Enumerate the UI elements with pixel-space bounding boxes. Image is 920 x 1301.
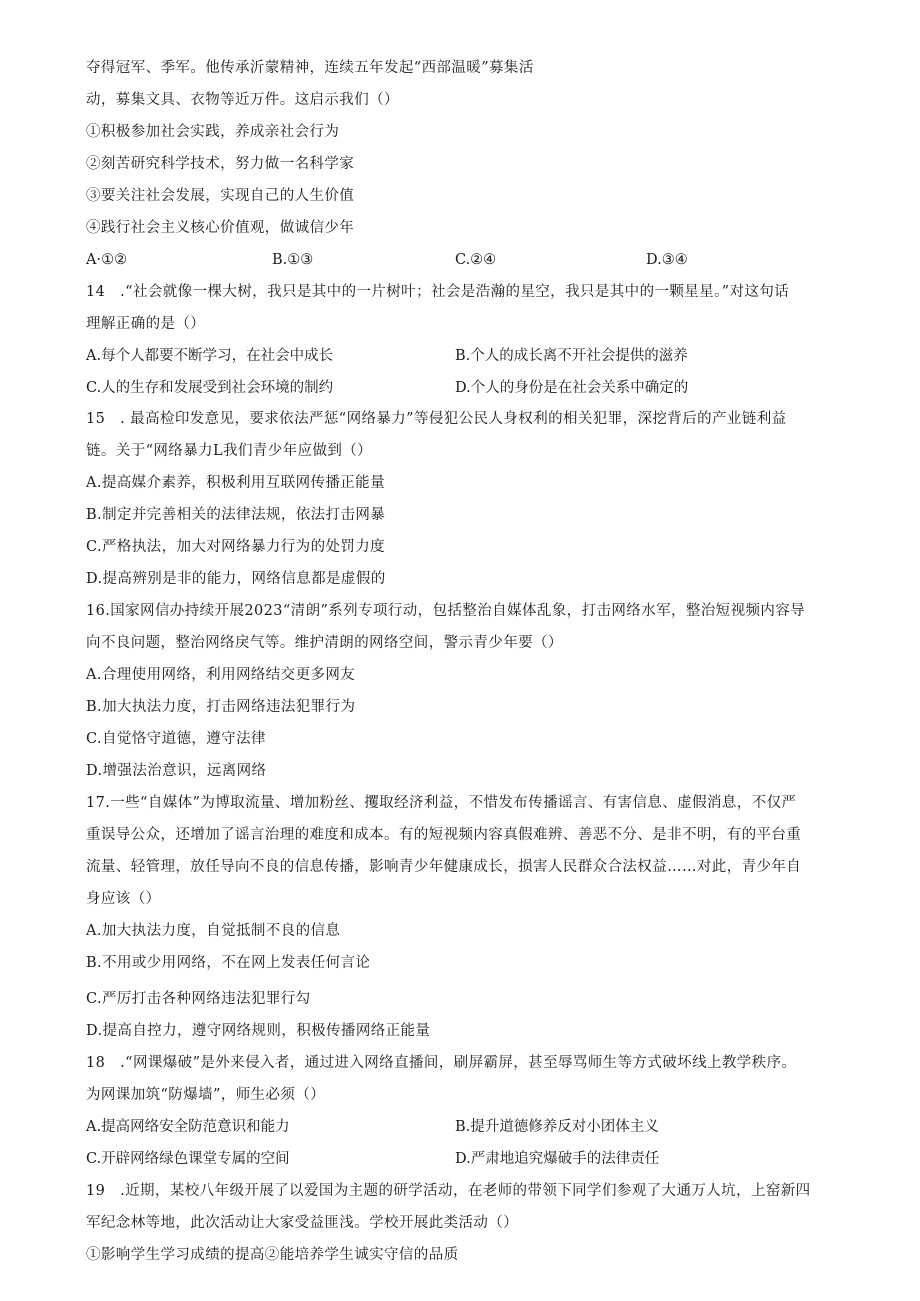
q13-option-d: D.③④: [646, 252, 688, 268]
q17-option-c: C.严厉打击各种网络违法犯罪行勾: [86, 991, 311, 1007]
q13-item-1: ①积极参加社会实践，养成亲社会行为: [86, 124, 340, 140]
q18-stem-line-1: 18 .“网课爆破”是外来侵入者，通过进入网络直播间，刷屏霸屏，甚至辱骂师生等方式破坏线上教学秩序。: [86, 1055, 797, 1071]
q14-option-d: D.个人的身份是在社会关系中确定的: [455, 380, 689, 396]
q13-option-b: B.①③: [272, 252, 314, 268]
q18-option-b: B.提升道德修养反对小团体主义: [455, 1119, 659, 1135]
q15-option-d: D.提高辨别是非的能力，网络信息都是虚假的: [86, 571, 386, 587]
q14-option-a: A.每个人都要不断学习，在社会中成长: [86, 348, 334, 364]
q18-option-c: C.开辟网络绿色课堂专属的空间: [86, 1151, 290, 1167]
q19-stem-line-3: ①影响学生学习成绩的提高②能培养学生诚实守信的品质: [86, 1247, 459, 1263]
q18-option-d: D.严肃地追究爆破手的法律责任: [455, 1151, 660, 1167]
q13-option-c: C.②④: [455, 252, 497, 268]
q17-stem-line-4: 身应该（）: [86, 891, 161, 907]
q13-item-3: ③要关注社会发展，实现自己的人生价值: [86, 188, 355, 204]
q16-option-a: A.合理使用网络，利用网络结交更多网友: [86, 667, 356, 683]
q13-item-4: ④践行社会主义核心价值观，做诚信少年: [86, 220, 355, 236]
q13-option-a: A·①②: [86, 252, 128, 268]
q14-stem-line-2: 理解正确的是（）: [86, 316, 206, 332]
q16-stem-line-2: 向不良问题，整治网络戾气等。维护清朗的网络空间，警示青少年要（）: [86, 635, 563, 651]
q13-stem-line-1: 夺得冠军、季军。他传承沂蒙精神，连续五年发起“西部温暖”募集活: [86, 60, 534, 76]
q17-option-d: D.提高自控力，遵守网络规则，积极传播网络正能量: [86, 1023, 431, 1039]
q15-stem-line-1: 15 . 最高检印发意见，要求依法严惩“网络暴力”等侵犯公民人身权利的相关犯罪，深挖背后的产业链利益: [86, 411, 787, 427]
q17-stem-line-3: 流量、轻管理，放任导向不良的信息传播，影响青少年健康成长，损害人民群众合法权益……对此，青少年自: [86, 859, 802, 875]
q14-stem-line-1: 14 .“社会就像一棵大树，我只是其中的一片树叶；社会是浩瀚的星空，我只是其中的一颗星星。”对这句话: [86, 284, 790, 300]
q17-option-b: B.不用或少用网络，不在网上发表任何言论: [86, 955, 371, 971]
q19-stem-line-1: 19 .近期，某校八年级开展了以爱国为主题的研学活动，在老师的带领下同学们参观了大通万人坑，上窑新四: [86, 1183, 811, 1199]
q15-option-c: C.严格执法，加大对网络暴力行为的处罚力度: [86, 539, 386, 555]
q17-option-a: A.加大执法力度，自觉抵制不良的信息: [86, 923, 341, 939]
q14-option-c: C.人的生存和发展受到社会环境的制约: [86, 380, 334, 396]
q13-stem-line-2: 动，募集文具、衣物等近万件。这启示我们（）: [86, 92, 399, 108]
q14-option-b: B.个人的成长离不开社会提供的滋养: [455, 348, 688, 364]
q15-option-b: B.制定并完善相关的法律法规，依法打击网暴: [86, 507, 386, 523]
q18-stem-line-2: 为网课加筑“防爆墙”，师生必须（）: [86, 1087, 326, 1103]
q19-stem-line-2: 军纪念林等地，此次活动让大家受益匪浅。学校开展此类活动（）: [86, 1215, 519, 1231]
q13-item-2: ②刻苦研究科学技术，努力做一名科学家: [86, 156, 355, 172]
q15-stem-line-2: 链。关于“网络暴力L我们青少年应做到（）: [86, 443, 373, 459]
q18-option-a: A.提高网络安全防范意识和能力: [86, 1119, 290, 1135]
q16-option-d: D.增强法治意识，远离网络: [86, 763, 267, 779]
q16-stem-line-1: 16.国家网信办持续开展2023“清朗”系列专项行动，包括整治自媒体乱象，打击网络水军，整治短视频内容导: [86, 603, 806, 619]
q15-option-a: A.提高媒介素养，积极利用互联网传播正能量: [86, 475, 385, 491]
q16-option-c: C.自觉恪守道德，遵守法律: [86, 731, 266, 747]
q17-stem-line-2: 重误导公众，还增加了谣言治理的难度和成本。有的短视频内容真假难辨、善恶不分、是非不明，有的平台重: [86, 827, 802, 843]
q16-option-b: B.加大执法力度，打击网络违法犯罪行为: [86, 699, 356, 715]
q17-stem-line-1: 17.一些“自媒体”为博取流量、增加粉丝、攫取经济利益，不惜发布传播谣言、有害信息、虚假消息，不仅严: [86, 795, 797, 811]
